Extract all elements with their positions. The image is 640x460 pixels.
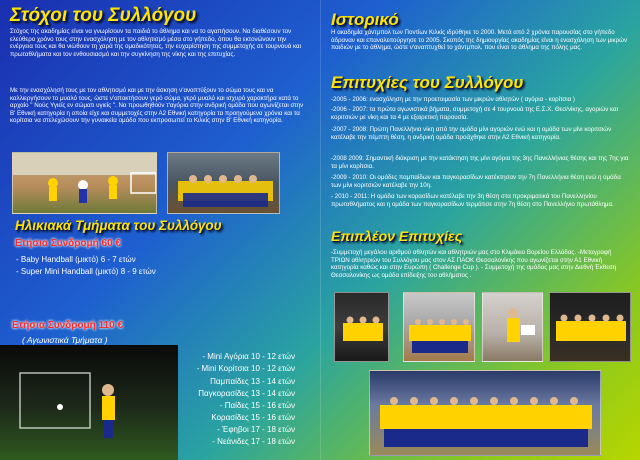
team-photo-1	[334, 292, 389, 362]
group-item: - Mini Αγόρια 10 - 12 ετών	[202, 352, 295, 361]
group-item: - Παίδες 15 - 16 ετών	[219, 401, 295, 410]
group-item: Κορασίδες 15 - 16 ετών	[211, 413, 295, 422]
team-photo-2	[403, 292, 475, 362]
goals-title: Στόχοι του Συλλόγου	[10, 5, 197, 26]
baby-handball-item: - Baby Handball (μικτό) 6 - 7 ετών	[16, 255, 136, 264]
success-item: -2007 - 2008: Πρώτη Πανελλήνια νίκη από την ομάδα μίνι αγοριών ενώ και η ομάδα των μίνι κοριτσιών κατέλαβε την πέμπτη θέση, η ανδρική ομάδα προάχθηκε στην Α2 Εθνική κατηγορία.	[331, 126, 612, 141]
success-item: -2008 2009: Σημαντική διάκριση με την κατάκτηση της μίνι αγόρια της 3ης Πανελλήνιας θέσης και της 7ης για τα μίνι κορίτσια.	[331, 155, 629, 170]
annual-fee-60: Ετήσια Συνδρομή 60 €	[15, 238, 121, 249]
goalkeeper-photo	[0, 345, 178, 460]
successes-title: Επιτυχίες του Συλλόγου	[331, 73, 524, 92]
super-mini-handball-item: - Super Mini Handball (μικτό) 8 - 9 ετών	[16, 267, 156, 276]
annual-fee-110: Ετήσια Συνδρομή 110 €	[12, 320, 124, 331]
award-ceremony-photo	[482, 292, 543, 362]
age-groups-title: Ηλικιακά Τμήματα του Συλλόγου	[15, 218, 222, 233]
history-text: Η ακαδημία χάντμπολ των Ποντίων Κιλκίς ιδρύθηκε το 2000. Μετά από 2 χρόνια παρουσίας στο γήπεδο άδραναν και επαναλειτούργησε το 2005. Σκοπός της δημιουργίας ακαδημίας είναι η ενασχόληση των μικρών παιδιών με το άθλημα, ώστε ν'αναπτυχθεί το χάντμπολ, που είναι το άθλημα της πόλης μας.	[331, 29, 628, 52]
goals-paragraph-2: Με την ενασχόλησή τους με τον αθλητισμό και με την άσκηση ν'αναπτύξουν το σώμα τους και να καλλιεργήσουν το μυαλό τους, ώστε ν'αποκτήσουν γερό σώμα, γερό μυαλό και ισχυρό χαρακτήρα κατά το αρχαίο " Νούς Υγιείς εν σώματι υγιείς ". Να προωθηθούν τ'αγόρια στην ανδρική ομάδα που αγωνίζεται στην Β' Εθνική κατηγορία η οποία είχε και συμμετοχές στην Α2 Εθνική κατηγορία τα προηγούμενα χρόνια και τα κορίτσια να στελεχώσουν την γυναικεία ομάδα που εκπροσωπεί το Κιλκίς στην Β' Εθνική κατηγορία.	[10, 87, 304, 125]
success-item: -2005 - 2006: ενασχόληση με την προετοιμασία των μικρών αθλητών ( αγόρια - κορίτσια )	[331, 96, 575, 103]
success-item: -2006 - 2007: τα πρώτα αγωνιστικά βήματα, συμμετοχή σε 4 τουρνουά της Ε.Σ.Χ. Θεσ/νίκης, αγοριών και κοριτσιών με νίκη και τα 4 με εξαιρετική παρουσία.	[331, 106, 618, 121]
right-panel	[320, 0, 640, 460]
group-item: Παγκορασίδες 13 - 14 ετών	[198, 389, 295, 398]
more-successes-title: Επιπλέον Επιτυχίες	[331, 228, 463, 244]
goals-paragraph-1: Στόχος της ακαδημίας είναι να γνωρίσουν τα παιδιά το άθλημα και να το αγαπήσουν. Να διαθέσουν τον ελεύθερο χρόνο τους στην ενασχόληση με τον αθλητισμό μέσα στο γήπεδο, όπου θα εκτονώνουν την ενέργεια τους και θα νιώθουν τη χαρά της ομαδικότητας, την ευχαρίστηση της συμμετοχής σε τουρνουά και πρωταθλήματα και τον ενθουσιασμό και την συγκίνηση της νίκης και της επιτυχίας.	[10, 28, 301, 58]
success-item: -2009 - 2010: Οι ομάδες παμπαίδων και παγκορασίδων κατέκτησαν την 7η Πανελλήνια θέση ενώ η ομάδα των μίνι κοριτσιών κατέλαβε την 10η.	[331, 174, 621, 189]
success-item: - 2010 - 2011: Η ομάδα των κορασίδων κατέλαβε την 3η θέση στα προκριματικά του Πανελληνίου πρωταθλήματος και η ομάδα των παγκορασίδων τερμάτισε στην 7η θέση στο Πανελλήνιο πρωτάθλημα.	[331, 193, 614, 208]
history-title: Ιστορικό	[331, 10, 399, 29]
handball-match-photo	[12, 152, 157, 214]
team-photo-4	[369, 370, 601, 456]
group-item: - Έφηβοι 17 - 18 ετών	[217, 425, 295, 434]
group-item: Παμπαίδες 13 - 14 ετών	[210, 377, 295, 386]
team-group-photo	[167, 152, 280, 214]
group-item: - Mini Κορίτσια 10 - 12 ετών	[196, 364, 295, 373]
group-item: - Νεάνιδες 17 - 18 ετών	[212, 437, 295, 446]
more-successes-text: -Συμμετοχή μεγάλου αριθμού αθλητών και αθλητριών μας στο Κλιμάκιο Βορείου Ελλάδας. -Μεταγραφή ΤΡΙΩΝ αθλητριών του Συλλόγου μας στον ΑΣ ΠΑΟΚ Θεσσαλονίκης που αγωνίζεται στην Α1 Εθνική κατηγορία καθώς και στην Ευρώπη ( Challenge Cup ). - Συμμετοχή της ομάδας μας στην Διεθνή Έκθεση Θεσσαλονίκης ως ομάδα επίδειξης του αθλήματος .	[331, 249, 617, 279]
team-photo-3	[549, 292, 631, 362]
competitive-groups-label: ( Αγωνιστικά Τμήματα )	[22, 335, 108, 345]
